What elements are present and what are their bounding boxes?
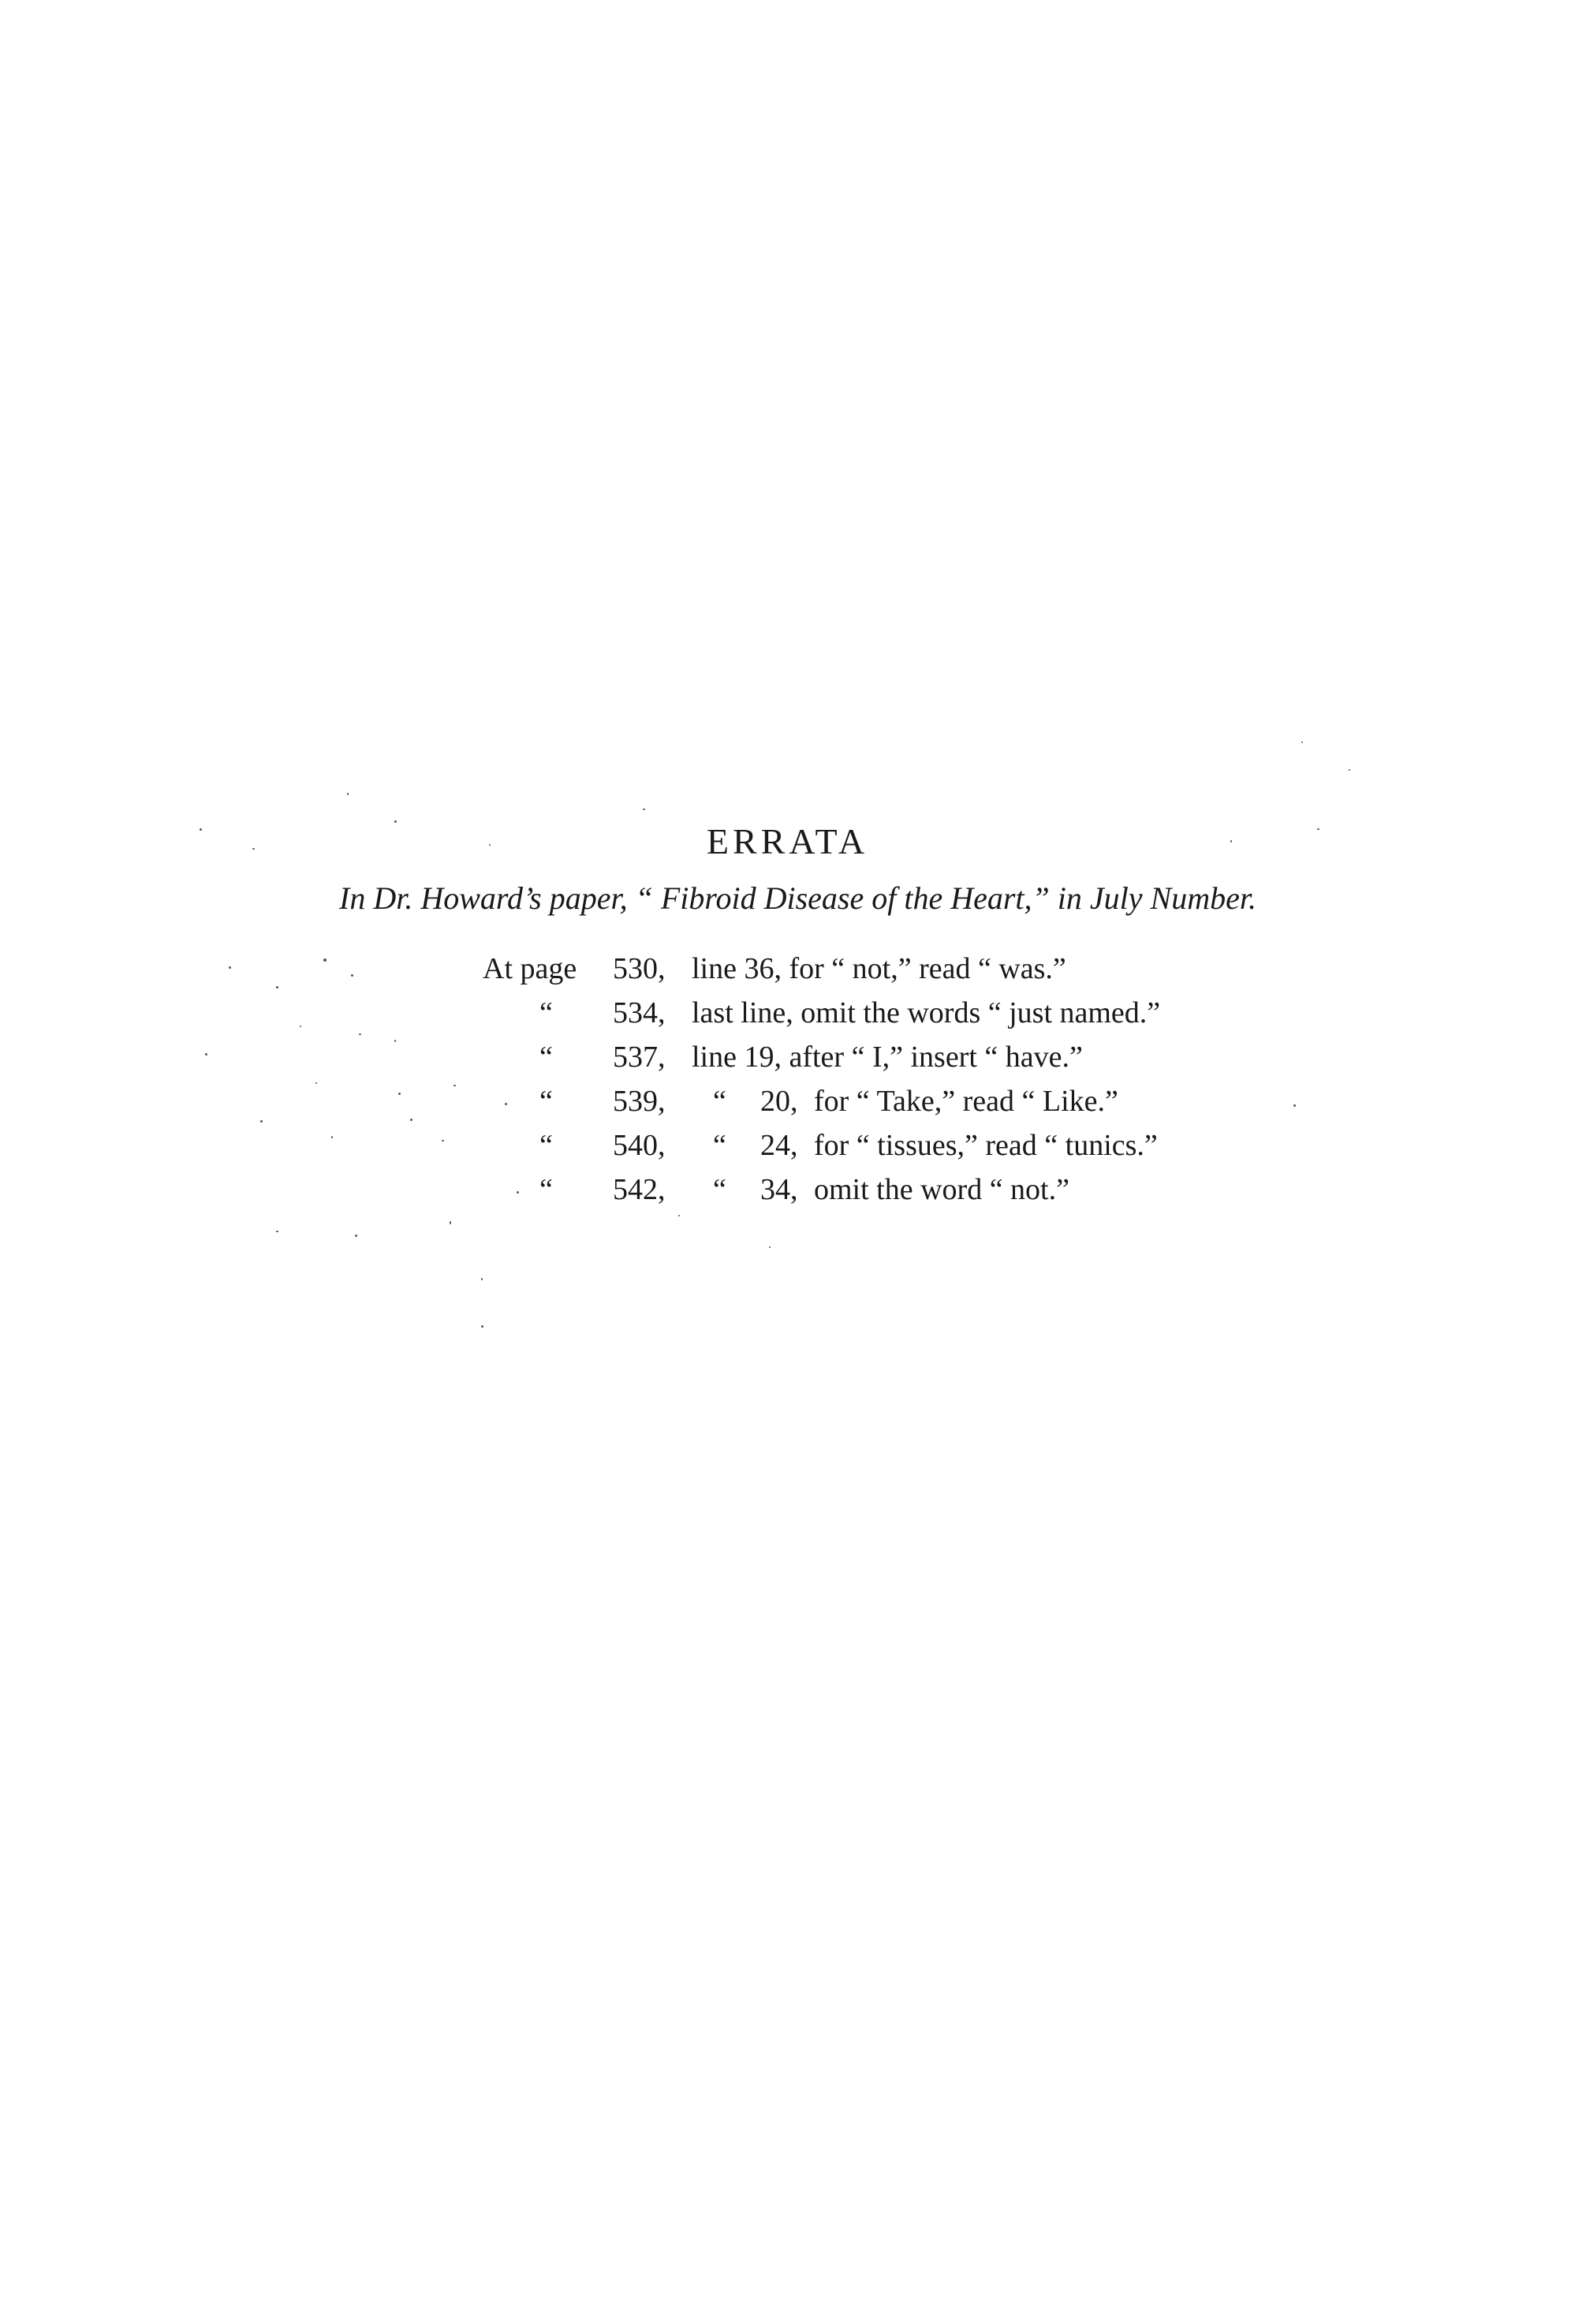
- scan-speck: [252, 848, 255, 850]
- entry-line-ditto: “: [713, 1085, 726, 1118]
- entry-page: 530,: [613, 952, 666, 985]
- scan-speck: [260, 1120, 263, 1123]
- entry-ditto-mark: “: [539, 1129, 553, 1162]
- scan-speck: [769, 1246, 771, 1248]
- entry-text: line 36, for “ not,” read “ was.”: [692, 952, 1066, 985]
- scan-speck: [1293, 1104, 1296, 1107]
- scan-speck: [323, 958, 327, 962]
- scan-speck: [394, 1040, 396, 1042]
- entry-page: 539,: [613, 1085, 666, 1118]
- scan-speck: [300, 1026, 301, 1027]
- scan-speck: [453, 1085, 456, 1086]
- scan-speck: [517, 1191, 519, 1194]
- entry-text: last line, omit the words “ just named.”: [692, 996, 1161, 1029]
- scan-speck: [1349, 769, 1350, 771]
- entry-page: 540,: [613, 1129, 666, 1162]
- scan-speck: [200, 828, 202, 831]
- entry-ditto-mark: “: [539, 1085, 553, 1118]
- entry-lead: At page: [483, 952, 577, 985]
- scan-speck: [450, 1221, 451, 1224]
- scan-speck: [331, 1136, 333, 1138]
- scan-speck: [481, 1325, 483, 1328]
- scan-speck: [205, 1053, 207, 1056]
- scan-speck: [489, 844, 491, 846]
- scan-speck: [442, 1140, 444, 1141]
- entry-line-ditto: “: [713, 1173, 726, 1206]
- entry-text: for “ tissues,” read “ tunics.”: [814, 1129, 1158, 1162]
- entry-text: for “ Take,” read “ Like.”: [814, 1085, 1118, 1118]
- scan-speck: [355, 1235, 357, 1237]
- entry-text: omit the word “ not.”: [814, 1173, 1069, 1206]
- scan-speck: [481, 1278, 483, 1280]
- scan-speck: [505, 1103, 507, 1105]
- scan-speck: [1230, 840, 1232, 843]
- entry-line-ditto: “: [713, 1129, 726, 1162]
- scan-speck: [347, 793, 349, 795]
- scan-speck: [276, 1231, 278, 1232]
- errata-subtitle: In Dr. Howard’s paper, “ Fibroid Disease of the Heart,” in July Number.: [339, 880, 1256, 916]
- scan-speck: [1301, 742, 1303, 743]
- scan-speck: [394, 820, 397, 823]
- scan-speck: [643, 809, 645, 810]
- entry-line: 34,: [760, 1173, 798, 1206]
- scan-speck: [678, 1215, 680, 1216]
- entry-page: 534,: [613, 996, 666, 1029]
- entry-ditto-mark: “: [539, 1041, 553, 1074]
- scan-speck: [398, 1093, 401, 1095]
- scan-speck: [229, 966, 231, 969]
- errata-heading: ERRATA: [706, 821, 869, 861]
- scan-speck: [351, 974, 353, 977]
- entry-line: 20,: [760, 1085, 798, 1118]
- scan-speck: [276, 986, 278, 988]
- entry-text: line 19, after “ I,” insert “ have.”: [692, 1041, 1083, 1074]
- scan-speck: [410, 1119, 412, 1121]
- scan-speck: [359, 1033, 361, 1035]
- entry-line: 24,: [760, 1129, 798, 1162]
- entry-ditto-mark: “: [539, 1173, 553, 1206]
- entry-page: 542,: [613, 1173, 666, 1206]
- scan-speck: [315, 1082, 317, 1084]
- scan-speck: [1317, 828, 1319, 830]
- entry-ditto-mark: “: [539, 996, 553, 1029]
- entry-page: 537,: [613, 1041, 666, 1074]
